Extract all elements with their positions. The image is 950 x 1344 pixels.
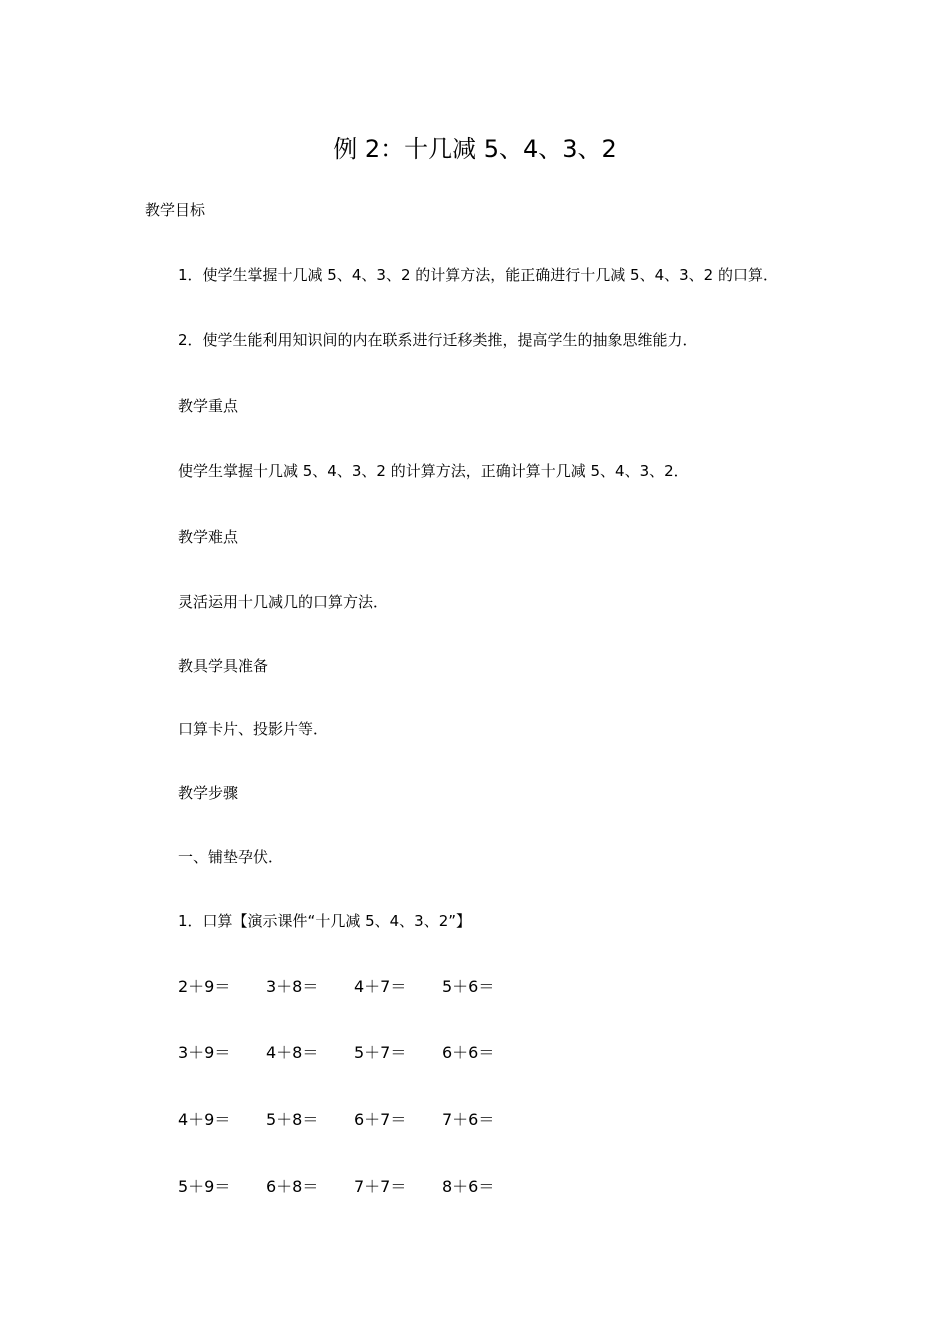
exercise-item: 7＋6＝ <box>442 1110 495 1129</box>
materials-text: 口算卡片、投影片等． <box>178 720 329 738</box>
exercise-item: 5＋7＝ <box>354 1043 407 1062</box>
exercise-item: 6＋8＝ <box>266 1177 319 1196</box>
key-point-heading: 教学重点 <box>178 397 239 415</box>
goal-item-1: 1．使学生掌握十几减 5、4、3、2 的计算方法，能正确进行十几减 5、4、3、2 的口算． <box>178 266 778 284</box>
step-1-item: 1．口算【演示课件“十几减 5、4、3、2”】 <box>178 912 472 930</box>
exercise-item: 4＋9＝ <box>178 1110 231 1129</box>
exercise-item: 4＋8＝ <box>266 1043 319 1062</box>
difficulty-text: 灵活运用十几减几的口算方法． <box>178 593 389 611</box>
exercise-item: 5＋8＝ <box>266 1110 319 1129</box>
exercise-item: 7＋7＝ <box>354 1177 407 1196</box>
exercise-item: 2＋9＝ <box>178 977 231 996</box>
step-1-heading: 一、铺垫孕伏． <box>178 848 284 866</box>
key-point-text: 使学生掌握十几减 5、4、3、2 的计算方法，正确计算十几减 5、4、3、2． <box>178 462 689 480</box>
exercise-item: 3＋9＝ <box>178 1043 231 1062</box>
document-title: 例 2：十几减 5、4、3、2 <box>333 135 617 163</box>
exercise-item: 5＋9＝ <box>178 1177 231 1196</box>
exercise-item: 8＋6＝ <box>442 1177 495 1196</box>
goal-item-2: 2．使学生能利用知识间的内在联系进行迁移类推，提高学生的抽象思维能力． <box>178 331 698 349</box>
exercise-item: 3＋8＝ <box>266 977 319 996</box>
exercise-item: 4＋7＝ <box>354 977 407 996</box>
exercise-item: 5＋6＝ <box>442 977 495 996</box>
goal-heading: 教学目标 <box>145 201 206 219</box>
materials-heading: 教具学具准备 <box>178 657 269 675</box>
exercise-item: 6＋7＝ <box>354 1110 407 1129</box>
exercise-item: 6＋6＝ <box>442 1043 495 1062</box>
difficulty-heading: 教学难点 <box>178 528 239 546</box>
steps-heading: 教学步骤 <box>178 784 239 802</box>
